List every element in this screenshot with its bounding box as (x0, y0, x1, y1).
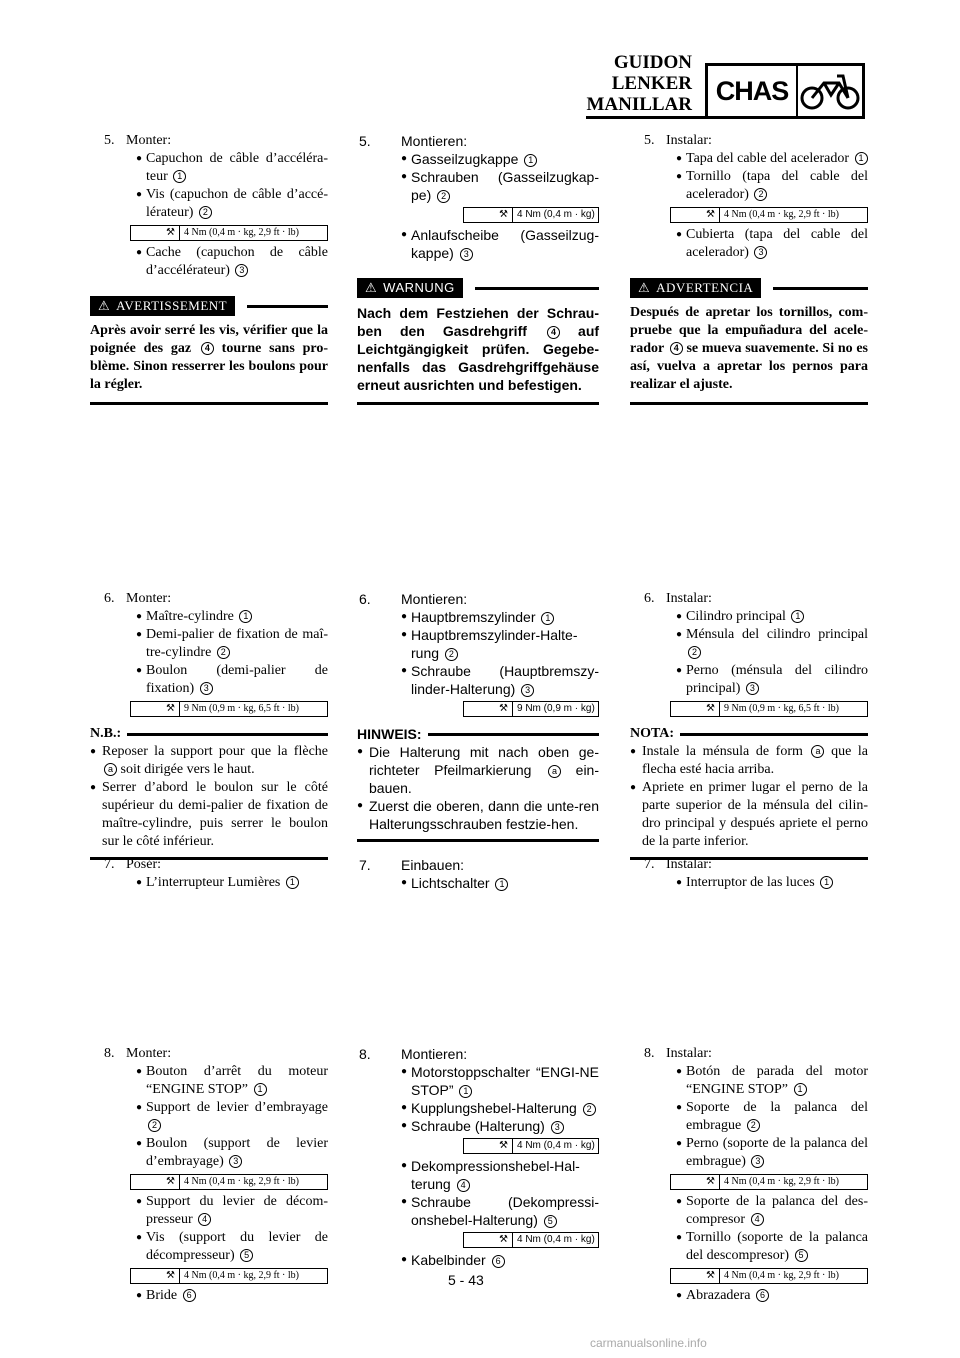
list-item: ● Soporte de la palanca del embrague 2 (676, 1100, 868, 1133)
list-item: ● Bouton d’arrêt du moteur “ENGINE STOP” 1 (136, 1064, 328, 1097)
note-body: ● Reposer la support pour que la flèche a soit dirigée vers le haut. ● Serrer d’abord le boulon sur le côté supérieur du demi-palier de fixation de maître-cylindre, puis serrer le boulon sur le côté inférieur. (90, 743, 328, 860)
page-number: 5 - 43 (448, 1272, 484, 1288)
section-code: CHAS (708, 66, 798, 116)
torque-spec: ⚒ 4 Nm (0,4 m · kg, 2,9 ft · lb) (130, 1174, 328, 1190)
list-item: ● Support du levier de décom-presseur 4 (136, 1194, 328, 1227)
torque-spec: ⚒ 4 Nm (0,4 m · kg, 2,9 ft · lb) (130, 225, 328, 241)
list-item: ● Boulon (demi-palier de fixation) 3 (136, 663, 328, 696)
list-item: ● Vis (capuchon de câble d’accé-lérateur) 2 (136, 187, 328, 220)
es-step5: 5. Instalar: ● Tapa del cable del acelerador 1 ● Tornillo (tapa del cable del acelerador) 2 ⚒ 4 Nm (0,4 m · kg, 2,9 ft · lb) ● Cubierta (tapa del cable del acelerador) 3 ⚠ ADVERTENCIA Después de apretar los tornillos, com-pruebe que la empuñadura del acele-rador 4 se mueva suavemente. Si no es así, vuelva a apretar los pernos para realizar el ajuste. (630, 132, 868, 405)
warning-icon: ⚠ (98, 298, 111, 313)
warning-box: ⚠ WARNUNG Nach dem Festziehen der Schrau-ben den Gasdrehgriff 4 auf Leichtgängigkeit prüfen. Gegebe-nenfalls das Gasdrehgriffgehäuse erneut ausrichten und befestigen. (357, 278, 599, 405)
torque-spec: ⚒ 9 Nm (0,9 m · kg, 6,5 ft · lb) (130, 701, 328, 717)
list-item: ● Perno (soporte de la palanca del embrague) 3 (676, 1136, 868, 1169)
title-fr: GUIDON (613, 52, 692, 73)
list-item: ● Tapa del cable del acelerador 1 (676, 150, 868, 168)
torque-spec: ⚒ 4 Nm (0,4 m · kg, 2,9 ft · lb) (130, 1268, 328, 1284)
fr-step7: 7. Posér: ● L’interrupteur Lumières 1 (90, 856, 328, 892)
list-item: ● Schraube (Hauptbremszy-linder-Halterung) 3 (401, 663, 599, 697)
wrench-icon: ⚒ (131, 702, 180, 716)
wrench-icon: ⚒ (671, 702, 720, 716)
list-item: ● Cubierta (tapa del cable del acelerador) 3 (676, 227, 868, 260)
motorcycle-icon (798, 66, 862, 116)
torque-spec: ⚒ 4 Nm (0,4 m · kg, 2,9 ft · lb) (670, 207, 868, 223)
watermark: carmanualsonline.info (590, 1336, 707, 1350)
list-item: ● Hauptbremszylinder-Halte-rung 2 (401, 627, 578, 661)
note-body: ● Instale la ménsula de form a que la flecha esté hacia arriba. ● Apriete en primer lugar el perno de la parte superior de la ménsula del cilin-dro principal y después apriete el perno de la parte inferior. (630, 743, 868, 860)
wrench-icon: ⚒ (464, 1139, 513, 1153)
list-item: ● Anlaufscheibe (Gasseilzug-kappe) 3 (401, 227, 599, 261)
list-item: ● Motorstoppschalter “ENGI-NE STOP” 1 (401, 1064, 599, 1098)
wrench-icon: ⚒ (131, 1269, 180, 1283)
warning-box: ⚠ AVERTISSEMENT Après avoir serré les vis, vérifier que la poignée des gaz 4 tourne sans pro-blème. Sinon resserrer les boulons pour la régler. (90, 296, 328, 405)
list-item: ● Bride 6 (136, 1287, 328, 1305)
list-item: ● Kabelbinder 6 (401, 1251, 599, 1269)
fr-step6: 6. Monter: ● Maître-cylindre 1 ● Demi-palier de fixation de maî-tre-cylindre 2 ● Boulon (demi-palier de fixation) 3 ⚒ 9 Nm (0,9 m · kg, 6,5 ft · lb) N.B.: ● Reposer la support pour que la flèche a soit dirigée vers le haut. ● Serrer d’abord le boulon sur le côté supérieur du demi-palier de fixation de maître-cylindre, puis serrer le boulon sur le côté inférieur. (90, 590, 328, 860)
wrench-icon: ⚒ (671, 1269, 720, 1283)
list-item: ● Schraube (Halterung) 3 (401, 1117, 599, 1135)
list-item: ● Abrazadera 6 (676, 1287, 868, 1305)
fr-step8: 8. Monter: ● Bouton d’arrêt du moteur “ENGINE STOP” 1 ● Support de levier d’embrayage 2 ● Boulon (support de levier d’embrayage) 3 ⚒ 4 Nm (0,4 m · kg, 2,9 ft · lb) ● Support du levier de décom-presseur 4 ● Vis (support du levier de décompresseur) 5 ⚒ 4 Nm (0,4 m · kg, 2,9 ft · lb) ● Bride 6 (104, 1046, 328, 1303)
list-item: ● Soporte de la palanca del des-compresor 4 (676, 1194, 868, 1227)
wrench-icon: ⚒ (464, 1233, 513, 1247)
title-es: MANILLAR (586, 94, 692, 115)
note-heading: N.B.: (90, 725, 328, 743)
list-item: ● Hauptbremszylinder 1 (401, 608, 599, 626)
list-item: ● Tornillo (soporte de la palanca del descompresor) 5 (676, 1230, 868, 1263)
note-body: ● Die Halterung mit nach oben ge-richteter Pfeilmarkierung a ein-bauen. ● Zuerst die oberen, dann die unte-ren Halterungsschrauben festzie-hen. (357, 743, 599, 842)
list-item: ● Boulon (support de levier d’embrayage) 3 (136, 1136, 328, 1169)
list-item: ● Kupplungshebel-Halterung 2 (401, 1099, 599, 1117)
wrench-icon: ⚒ (131, 1175, 180, 1189)
note-heading: HINWEIS: (357, 725, 599, 743)
list-item: ● Lichtschalter 1 (401, 874, 599, 892)
list-item: ● Schrauben (Gasseilzugkap-pe) 2 (401, 169, 599, 203)
list-item: ● Dekompressionshebel-Hal-terung 4 (401, 1158, 580, 1192)
list-item: ● Tornillo (tapa del cable del acelerador) 2 (676, 169, 868, 202)
torque-spec: ⚒ 4 Nm (0,4 m · kg) (463, 207, 599, 223)
list-item: ● Gasseilzugkappe 1 (401, 150, 599, 168)
fr-step5: 5. Monter: ● Capuchon de câble d’accéléra-teur 1 ● Vis (capuchon de câble d’accé-lérateur) 2 ⚒ 4 Nm (0,4 m · kg, 2,9 ft · lb) ● Cache (capuchon de câble d’accélérateur) 3 ⚠ AVERTISSEMENT Après avoir serré les vis, vérifier que la poignée des gaz 4 tourne sans pro-blème. Sinon resserrer les boulons pour la régler. (90, 132, 328, 405)
wrench-icon: ⚒ (464, 208, 513, 222)
header-rule (586, 116, 706, 119)
list-item: ● Botón de parada del motor “ENGINE STOP” 1 (676, 1064, 868, 1097)
wrench-icon: ⚒ (131, 226, 180, 240)
list-item: ● L’interrupteur Lumières 1 (136, 874, 328, 892)
warning-icon: ⚠ (638, 280, 651, 295)
de-step6: 6. Montieren: ● Hauptbremszylinder 1 ● Hauptbremszylinder-Halte-rung 2 ● Schraube (Hauptbremszy-linder-Halterung) 3 ⚒ 9 Nm (0,9 m · kg) HINWEIS: ● Die Halterung mit nach oben ge-richteter Pfeilmarkierung a ein-bauen. ● Zuerst die oberen, dann die unte-ren Halterungsschrauben festzie-hen. (357, 590, 599, 842)
list-item: ● Capuchon de câble d’accéléra-teur 1 (136, 151, 328, 184)
de-step5: 5. Montieren: ● Gasseilzugkappe 1 ● Schrauben (Gasseilzugkap-pe) 2 ⚒ 4 Nm (0,4 m · kg) ● Anlaufscheibe (Gasseilzug-kappe) 3 ⚠ WARNUNG Nach dem Festziehen der Schrau-ben den Gasdrehgriff 4 auf Leichtgängigkeit prüfen. Gegebe-nenfalls das Gasdrehgriffgehäuse erneut ausrichten und befestigen. (357, 132, 599, 405)
warning-box: ⚠ ADVERTENCIA Después de apretar los tornillos, com-pruebe que la empuñadura del acele-rador 4 se mueva suavemente. Si no es así, vuelva a apretar los pernos para realizar el ajuste. (630, 278, 868, 405)
torque-spec: ⚒ 4 Nm (0,4 m · kg) (463, 1232, 599, 1248)
list-item: ● Interruptor de las luces 1 (676, 874, 868, 892)
torque-spec: ⚒ 9 Nm (0,9 m · kg) (463, 701, 599, 717)
es-step8: 8. Instalar: ● Botón de parada del motor “ENGINE STOP” 1 ● Soporte de la palanca del embrague 2 ● Perno (soporte de la palanca del embrague) 3 ⚒ 4 Nm (0,4 m · kg, 2,9 ft · lb) ● Soporte de la palanca del des-compresor 4 ● Tornillo (soporte de la palanca del descompresor) 5 ⚒ 4 Nm (0,4 m · kg, 2,9 ft · lb) ● Abrazadera 6 (644, 1046, 868, 1303)
de-step8: 8. Montieren: ● Motorstoppschalter “ENGI-NE STOP” 1 ● Kupplungshebel-Halterung 2 ● Schraube (Halterung) 3 ⚒ 4 Nm (0,4 m · kg) ● Dekompressionshebel-Hal-terung 4 ● Schraube (Dekompressi-onshebel-Halterung) 5 ⚒ 4 Nm (0,4 m · kg) ● Kabelbinder 6 (359, 1046, 599, 1268)
list-item: ● Cache (capuchon de câble d’accélérateur) 3 (136, 245, 328, 278)
list-item: ● Vis (support du levier de décompresseur) 5 (136, 1230, 328, 1263)
title-de: LENKER (611, 73, 692, 94)
list-item: ● Perno (ménsula del cilindro principal) 3 (676, 663, 868, 696)
es-step7: 7. Instalar: ● Interruptor de las luces 1 (630, 856, 868, 892)
torque-spec: ⚒ 4 Nm (0,4 m · kg, 2,9 ft · lb) (670, 1268, 868, 1284)
list-item: ● Schraube (Dekompressi-onshebel-Halterung) 5 (401, 1194, 599, 1228)
list-item: ● Cilindro principal 1 (676, 608, 868, 626)
header-titles (586, 52, 692, 115)
torque-spec: ⚒ 4 Nm (0,4 m · kg, 2,9 ft · lb) (670, 1174, 868, 1190)
torque-spec: ⚒ 9 Nm (0,9 m · kg, 6,5 ft · lb) (670, 701, 868, 717)
wrench-icon: ⚒ (464, 702, 513, 716)
list-item: ● Ménsula del cilindro principal 2 (676, 627, 868, 657)
warning-icon: ⚠ (365, 280, 378, 295)
wrench-icon: ⚒ (671, 1175, 720, 1189)
section-badge (705, 63, 865, 119)
list-item: ● Support de levier d’embrayage 2 (136, 1100, 328, 1130)
es-step6: 6. Instalar: ● Cilindro principal 1 ● Ménsula del cilindro principal 2 ● Perno (ménsula del cilindro principal) 3 ⚒ 9 Nm (0,9 m · kg, 6,5 ft · lb) NOTA: ● Instale la ménsula de form a que la flecha esté hacia arriba. ● Apriete en primer lugar el perno de la parte superior de la ménsula del cilin-dro principal y después apriete el perno de la parte inferior. (630, 590, 868, 860)
list-item: ● Demi-palier de fixation de maî-tre-cylindre 2 (136, 627, 328, 660)
list-item: ● Maître-cylindre 1 (136, 608, 328, 626)
note-heading: NOTA: (630, 725, 868, 743)
de-step7: 7. Einbauen: ● Lichtschalter 1 (357, 856, 599, 892)
wrench-icon: ⚒ (671, 208, 720, 222)
torque-spec: ⚒ 4 Nm (0,4 m · kg) (463, 1138, 599, 1154)
